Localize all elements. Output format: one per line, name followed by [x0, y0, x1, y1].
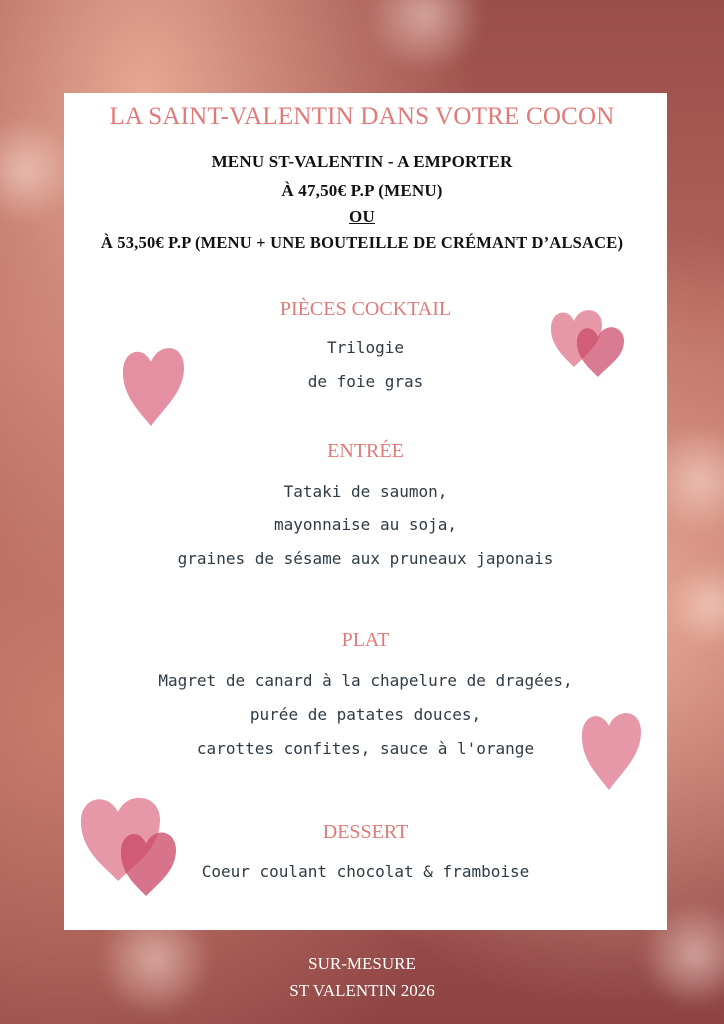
footer-line: SUR-MESURE [308, 954, 416, 973]
footer-line: ST VALENTIN 2026 [289, 981, 435, 1000]
price-menu-cremant: À 53,50€ P.P (MENU + UNE BOUTEILLE DE CRÉMANT D’ALSACE) [100, 233, 624, 252]
dish-line: purée de patates douces, [249, 705, 482, 724]
heart-pair-icon [546, 305, 630, 380]
dish-line: graines de sésame aux pruneaux japonais [177, 549, 554, 568]
heart-icon [118, 340, 188, 430]
section-title-dessert: DESSERT [322, 821, 409, 843]
price-menu: À 47,50€ P.P (MENU) [281, 181, 443, 200]
menu-subtitle: MENU ST-VALENTIN - A EMPORTER [211, 152, 513, 171]
heart-pair-icon [76, 786, 198, 901]
bokeh-light [670, 560, 724, 650]
section-title-cocktail: PIÈCES COCKTAIL [279, 298, 452, 320]
dish-line: mayonnaise au soja, [273, 515, 458, 534]
dish-line: Coeur coulant chocolat & framboise [201, 862, 530, 881]
bokeh-light [360, 0, 490, 70]
dish-line: Magret de canard à la chapelure de dragées, [158, 671, 573, 690]
dish-line: carottes confites, sauce à l'orange [196, 739, 535, 758]
dish-line: de foie gras [307, 372, 424, 391]
heart-icon [577, 704, 645, 794]
dish-line: Trilogie [326, 338, 405, 357]
page-title: LA SAINT-VALENTIN DANS VOTRE COCON [109, 103, 615, 130]
price-or: OU [349, 207, 375, 226]
section-title-entree: ENTRÉE [327, 440, 404, 462]
section-title-plat: PLAT [341, 629, 390, 651]
dish-line: Tataki de saumon, [283, 482, 448, 501]
